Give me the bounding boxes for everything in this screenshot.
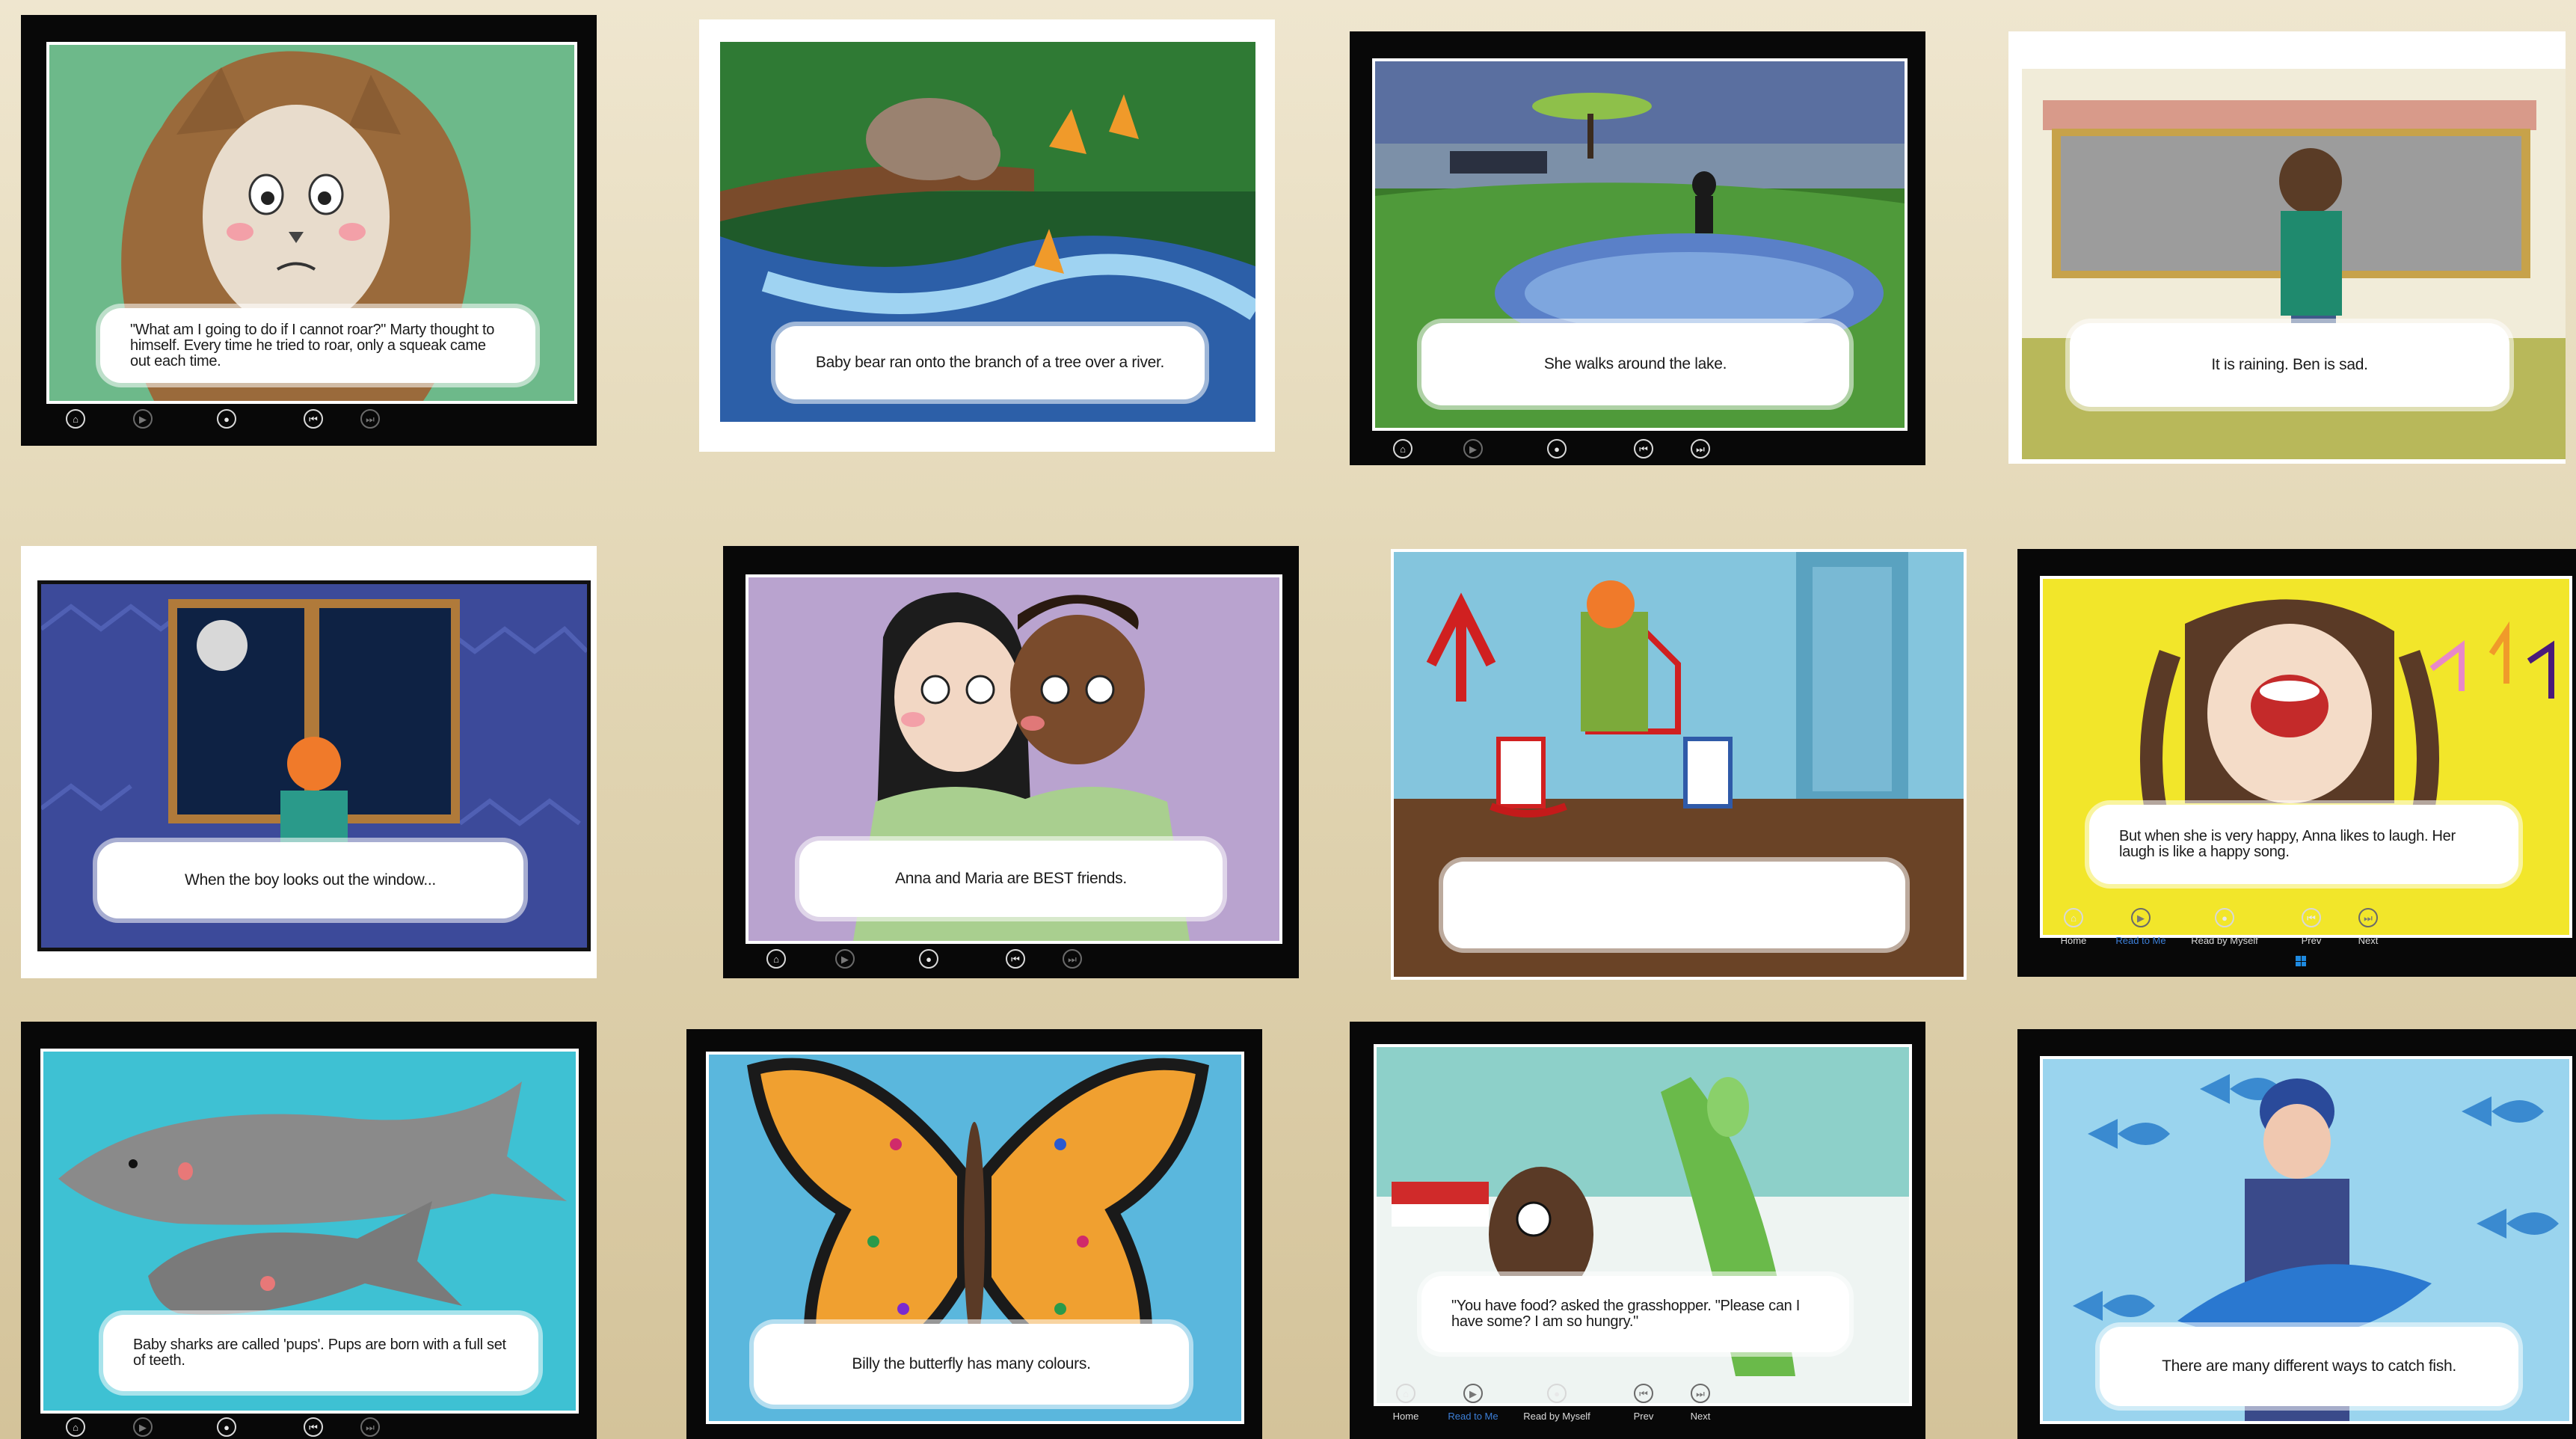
read-by-myself-icon[interactable]: ● [217, 1417, 236, 1437]
home-icon[interactable]: ⌂ [2064, 908, 2083, 927]
read-by-myself-icon[interactable]: ● [1547, 1384, 1567, 1403]
prev-label[interactable]: Prev [1633, 1411, 1654, 1422]
home-icon[interactable]: ⌂ [1396, 1384, 1415, 1403]
windows-logo-icon [2296, 956, 2306, 966]
story-caption: There are many different ways to catch fish. [2100, 1327, 2518, 1406]
story-card-friends[interactable] [723, 546, 1299, 978]
story-caption: Billy the butterfly has many colours. [754, 1324, 1189, 1405]
story-caption: Anna and Maria are BEST friends. [799, 841, 1223, 917]
next-label[interactable]: Next [1690, 1411, 1711, 1422]
read-to-me-label[interactable]: Read to Me [1448, 1411, 1498, 1422]
prev-label[interactable]: Prev [2301, 935, 2322, 946]
read-by-myself-icon[interactable]: ● [2215, 908, 2234, 927]
story-card-rain[interactable] [2008, 31, 2566, 464]
play-icon[interactable]: ▶ [133, 409, 153, 429]
story-caption: Baby sharks are called 'pups'. Pups are born with a full set of teeth. [103, 1315, 538, 1391]
read-by-myself-icon[interactable]: ● [919, 949, 938, 969]
previous-icon[interactable]: ⏮ [1634, 439, 1653, 458]
next-icon[interactable]: ⏭ [1063, 949, 1082, 969]
home-icon[interactable]: ⌂ [766, 949, 786, 969]
story-caption [1443, 862, 1905, 948]
story-caption: She walks around the lake. [1421, 323, 1849, 405]
story-card-lake[interactable] [1350, 31, 1925, 465]
play-icon[interactable]: ▶ [2131, 908, 2151, 927]
home-label[interactable]: Home [1392, 1411, 1419, 1422]
story-caption: But when she is very happy, Anna likes to laugh. Her laugh is like a happy song. [2089, 805, 2518, 884]
play-icon[interactable]: ▶ [1463, 1384, 1483, 1403]
next-icon[interactable]: ⏭ [360, 1417, 380, 1437]
next-icon[interactable]: ⏭ [360, 409, 380, 429]
reader-toolbar [21, 404, 597, 434]
story-card-grasshopper[interactable] [1350, 1022, 1925, 1439]
previous-icon[interactable]: ⏮ [2302, 908, 2321, 927]
story-card-sharks[interactable] [21, 1022, 597, 1439]
story-card-anna-laugh[interactable] [2017, 549, 2576, 977]
reader-toolbar [723, 944, 1299, 974]
read-to-me-label[interactable]: Read to Me [2115, 935, 2166, 946]
story-card-painter[interactable] [1391, 549, 1967, 980]
reader-toolbar [21, 1415, 597, 1439]
home-icon[interactable]: ⌂ [66, 1417, 85, 1437]
play-icon[interactable]: ▶ [835, 949, 855, 969]
story-caption: It is raining. Ben is sad. [2070, 323, 2509, 407]
next-icon[interactable]: ⏭ [2358, 908, 2378, 927]
home-icon[interactable]: ⌂ [1393, 439, 1413, 458]
story-card-butterfly[interactable] [686, 1029, 1262, 1439]
reader-toolbar [1350, 434, 1925, 464]
next-label[interactable]: Next [2358, 935, 2379, 946]
story-caption: When the boy looks out the window... [97, 842, 523, 918]
story-caption: "You have food? asked the grasshopper. "Please can I have some? I am so hungry." [1421, 1276, 1849, 1352]
next-icon[interactable]: ⏭ [1691, 1384, 1710, 1403]
story-card-fish[interactable] [2017, 1029, 2576, 1439]
story-card-bear[interactable] [699, 19, 1275, 452]
previous-icon[interactable]: ⏮ [304, 1417, 323, 1437]
reader-toolbar [2017, 908, 2576, 975]
story-card-lion[interactable] [21, 15, 597, 446]
home-label[interactable]: Home [2060, 935, 2087, 946]
read-by-myself-label[interactable]: Read by Myself [1523, 1411, 1590, 1422]
home-icon[interactable]: ⌂ [66, 409, 85, 429]
story-card-window[interactable] [21, 546, 597, 978]
previous-icon[interactable]: ⏮ [304, 409, 323, 429]
play-icon[interactable]: ▶ [1463, 439, 1483, 458]
reader-toolbar [1350, 1384, 1925, 1439]
read-by-myself-label[interactable]: Read by Myself [2191, 935, 2258, 946]
play-icon[interactable]: ▶ [133, 1417, 153, 1437]
story-caption: Baby bear ran onto the branch of a tree over a river. [775, 326, 1205, 399]
story-caption: "What am I going to do if I cannot roar?" Marty thought to himself. Every time he tried to roar, only a squeak came out each time. [100, 308, 535, 383]
next-icon[interactable]: ⏭ [1691, 439, 1710, 458]
previous-icon[interactable]: ⏮ [1006, 949, 1025, 969]
read-by-myself-icon[interactable]: ● [217, 409, 236, 429]
previous-icon[interactable]: ⏮ [1634, 1384, 1653, 1403]
read-by-myself-icon[interactable]: ● [1547, 439, 1567, 458]
